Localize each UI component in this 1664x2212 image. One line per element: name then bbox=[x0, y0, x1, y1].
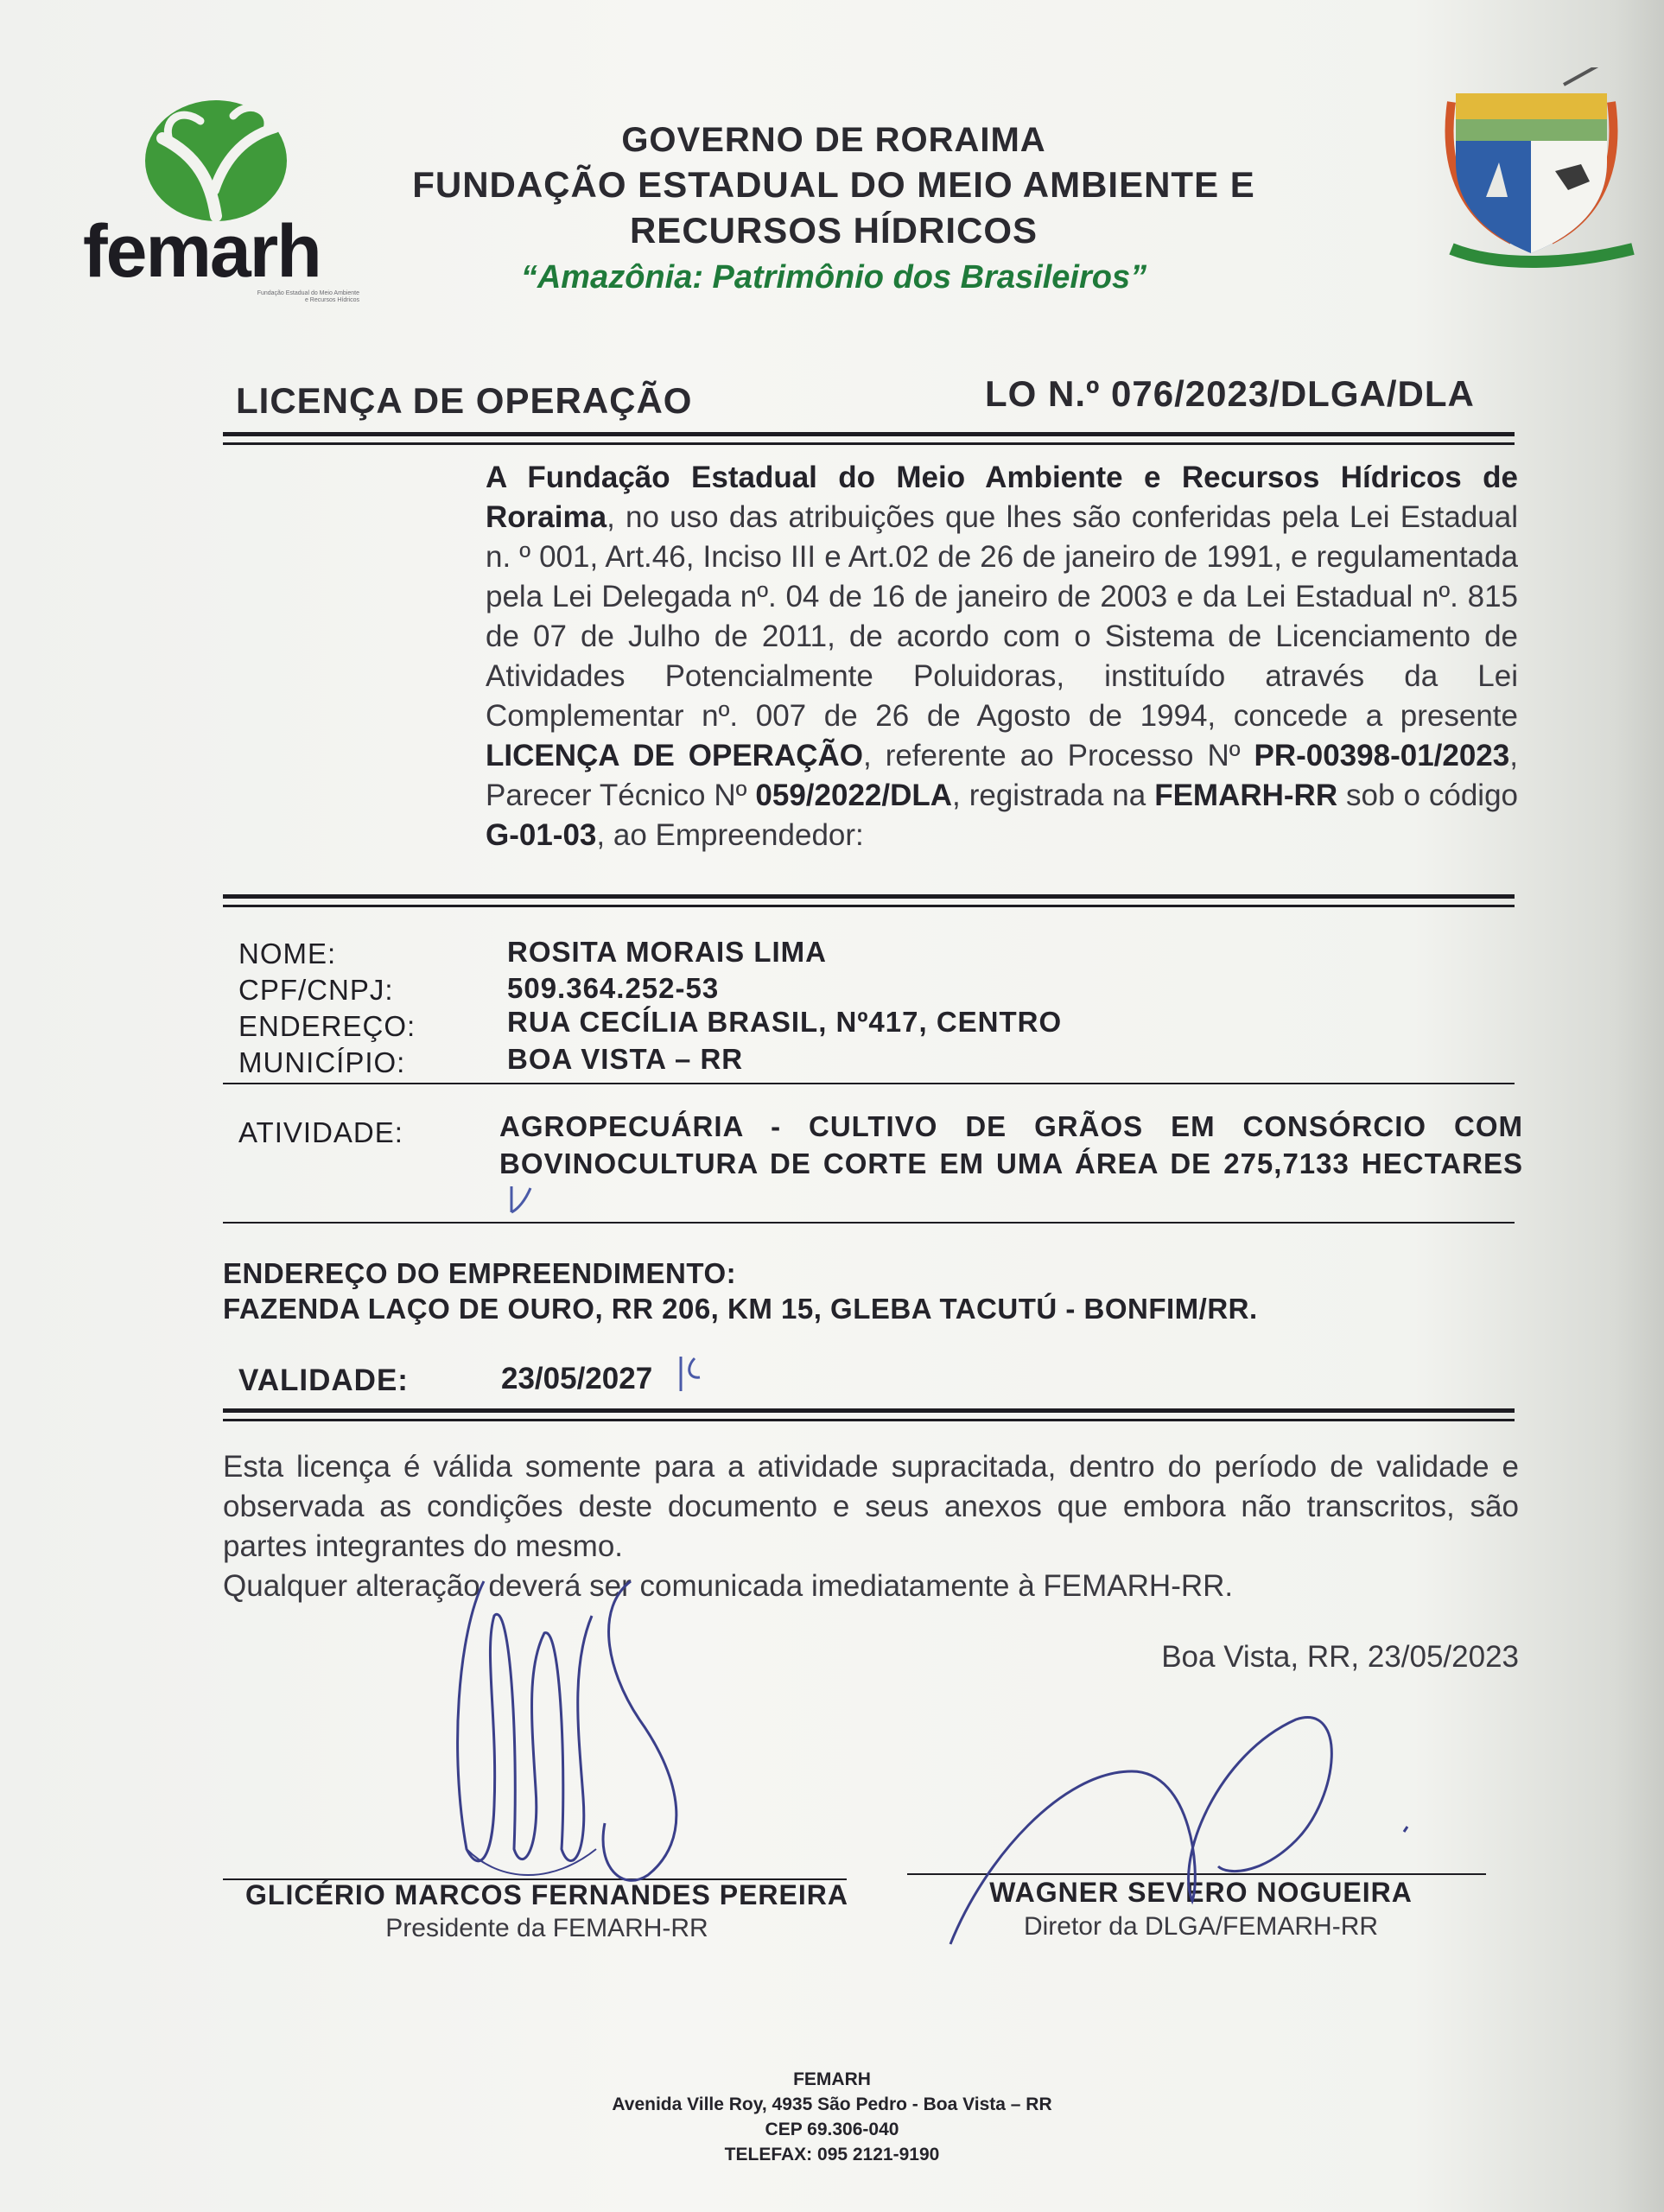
conditions-text bbox=[223, 1447, 1519, 1606]
place-and-date: Boa Vista, RR, 23/05/2023 bbox=[1161, 1640, 1519, 1674]
logo-subtitle bbox=[83, 290, 359, 305]
header-foundation: FUNDAÇÃO ESTADUAL DO MEIO AMBIENTE E bbox=[412, 164, 1255, 205]
signer-1-name: GLICÉRIO MARCOS FERNANDES PEREIRA bbox=[245, 1879, 848, 1910]
handwritten-check-mark-icon bbox=[506, 1183, 536, 1217]
preamble-legal-basis: , no uso das atribuições que lhes são conferidas pela Lei Estadual n. º 001, Art.46, Inciso III e Art.02 de 26 de janeiro de 1991, e regulamentada pela Lei Delegada nº. 04 de 16 de janeiro de 2003 e da Lei Estadual nº. 815 de 07 de Julho de 2011, de acordo com o Sistema de Licenciamento de Atividades Potencialmente Poluidoras, instituído através da Lei Complementar nº. 007 de 26 de Agosto de 1994, concede a presente bbox=[486, 500, 1518, 733]
validity-rule-bottom bbox=[223, 1419, 1515, 1421]
preamble-code: G-01-03 bbox=[486, 818, 597, 852]
signer-2-name: WAGNER SEVERO NOGUEIRA bbox=[989, 1877, 1413, 1908]
footer-cep: CEP 69.306-040 bbox=[765, 2120, 899, 2139]
femarh-logo bbox=[83, 86, 359, 320]
name-label: NOME: bbox=[238, 938, 337, 969]
header-resources: RECURSOS HÍDRICOS bbox=[629, 210, 1038, 251]
header-slogan: “Amazônia: Patrimônio dos Brasileiros” bbox=[520, 259, 1147, 296]
footer-phone: TELEFAX: 095 2121-9190 bbox=[724, 2145, 940, 2164]
preamble-closing: , ao Empreendedor: bbox=[596, 818, 864, 852]
leaf-icon bbox=[137, 86, 292, 225]
validity-label: VALIDADE: bbox=[238, 1363, 409, 1397]
preamble-opinion-intro: , Parecer Técnico Nº bbox=[486, 739, 1518, 812]
preamble-rule-bottom bbox=[223, 905, 1515, 907]
activity-text: AGROPECUÁRIA - CULTIVO DE GRÃOS EM CONSÓRCIO COM BOVINOCULTURA DE CORTE EM UMA ÁREA DE 275,7133 HECTARES bbox=[499, 1110, 1523, 1179]
municipality-label: MUNICÍPIO: bbox=[238, 1046, 406, 1078]
cpf-value: 509.364.252-53 bbox=[507, 972, 720, 1004]
logo-subtitle-line2: e Recursos Hídricos bbox=[304, 297, 359, 304]
signer-1-role: Presidente da FEMARH-RR bbox=[385, 1914, 708, 1942]
activity-divider bbox=[223, 1222, 1515, 1224]
logo-subtitle-line1: Fundação Estadual do Meio Ambiente bbox=[257, 290, 359, 296]
municipality-value: BOA VISTA – RR bbox=[507, 1043, 744, 1075]
validity-rule-top bbox=[223, 1408, 1515, 1413]
preamble-opinion-number: 059/2022/DLA bbox=[755, 779, 953, 812]
site-address-label: ENDEREÇO DO EMPREENDIMENTO: bbox=[223, 1257, 737, 1289]
name-value: ROSITA MORAIS LIMA bbox=[507, 936, 827, 968]
conditions-paragraph: Esta licença é válida somente para a atividade supracitada, dentro do período de validade e observada as condições deste documento e seus anexos que embora não transcritos, são partes integrantes do mesmo. bbox=[223, 1450, 1519, 1563]
cpf-label: CPF/CNPJ: bbox=[238, 974, 394, 1006]
address-label: ENDEREÇO: bbox=[238, 1010, 416, 1042]
preamble-code-intro: sob o código bbox=[1337, 779, 1518, 812]
activity-label: ATIVIDADE: bbox=[238, 1116, 403, 1148]
president-signature bbox=[432, 1564, 726, 1892]
preamble-paragraph bbox=[486, 458, 1518, 855]
preamble-rule-top bbox=[223, 894, 1515, 899]
validity-date: 23/05/2027 bbox=[501, 1362, 653, 1395]
conditions-notice: Qualquer alteração deverá ser comunicada imediatamente à FEMARH-RR. bbox=[223, 1569, 1234, 1603]
document-type: LICENÇA DE OPERAÇÃO bbox=[236, 380, 693, 421]
preamble-registry-intro: , registrada na bbox=[952, 779, 1155, 812]
site-address-value: FAZENDA LAÇO DE OURO, RR 206, KM 15, GLEBA TACUTÚ - BONFIM/RR. bbox=[223, 1293, 1258, 1325]
title-rule-bottom bbox=[223, 442, 1515, 445]
preamble-issuer: A Fundação Estadual do Meio Ambiente e Recursos Hídricos de Roraima bbox=[486, 461, 1518, 534]
title-rule-top bbox=[223, 432, 1515, 436]
preamble-registry: FEMARH-RR bbox=[1154, 779, 1338, 812]
preamble-process-intro: , referente ao Processo Nº bbox=[863, 739, 1254, 772]
footer-address: Avenida Ville Roy, 4935 São Pedro - Boa Vista – RR bbox=[612, 2094, 1052, 2114]
header-government: GOVERNO DE RORAIMA bbox=[621, 121, 1046, 159]
data-divider bbox=[223, 1083, 1515, 1084]
license-number: LO N.º 076/2023/DLGA/DLA bbox=[985, 373, 1475, 414]
director-signature bbox=[933, 1702, 1434, 1961]
address-value: RUA CECÍLIA BRASIL, Nº417, CENTRO bbox=[507, 1006, 1063, 1038]
roraima-coat-of-arms-icon bbox=[1426, 67, 1637, 283]
preamble-license-type: LICENÇA DE OPERAÇÃO bbox=[486, 739, 864, 772]
footer-org: FEMARH bbox=[793, 2069, 871, 2089]
activity-value bbox=[499, 1108, 1523, 1219]
signer-2-role: Diretor da DLGA/FEMARH-RR bbox=[1023, 1912, 1379, 1941]
logo-wordmark: femarh bbox=[83, 210, 321, 293]
handwritten-initial-icon bbox=[674, 1350, 708, 1398]
preamble-process-number: PR-00398-01/2023 bbox=[1254, 739, 1510, 772]
